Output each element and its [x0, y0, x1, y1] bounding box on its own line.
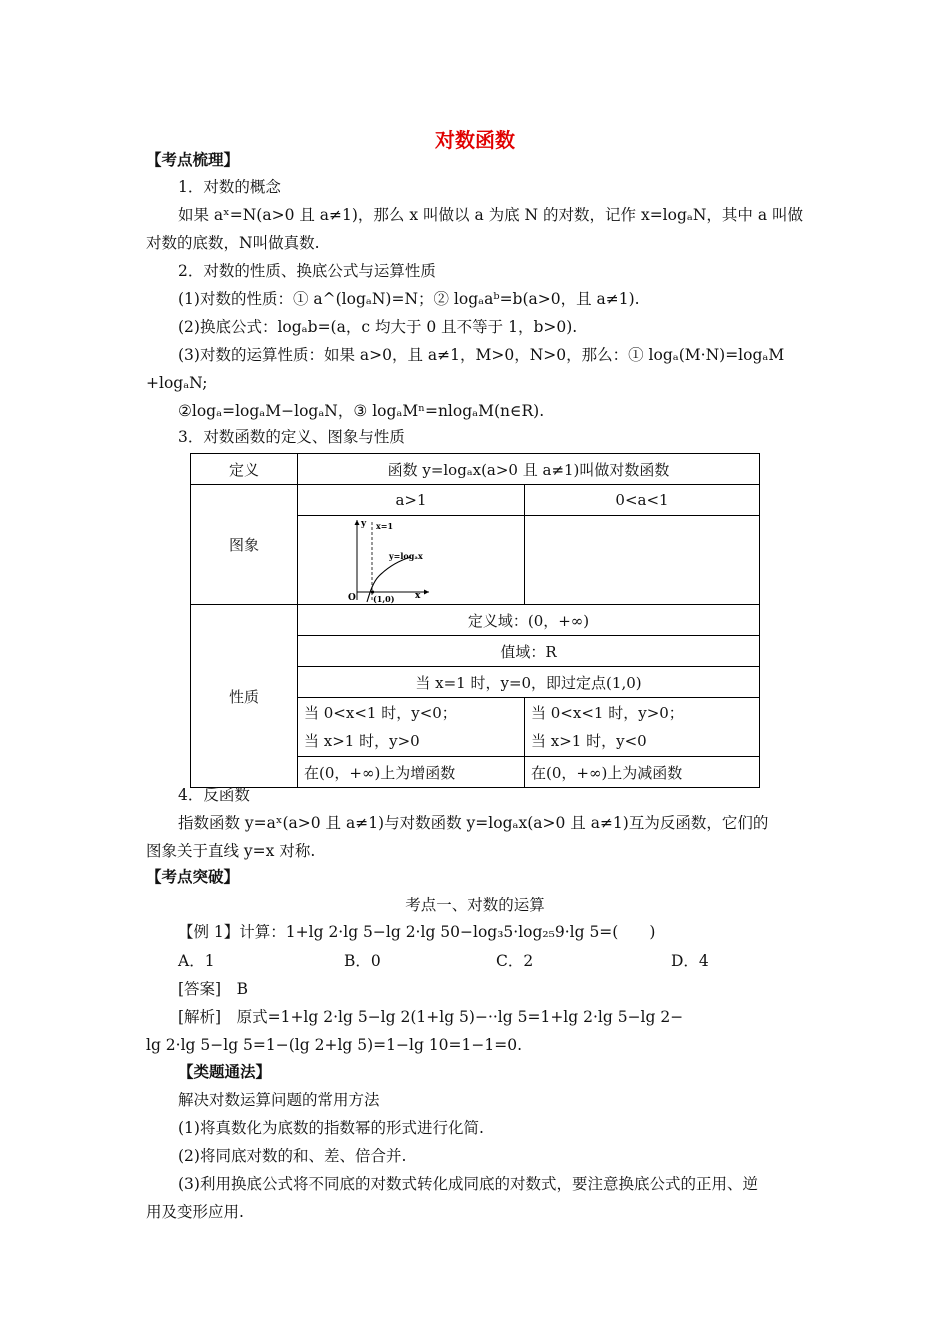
table-case-a-gt-1: a>1 — [298, 485, 525, 516]
method-item-3-cont: 用及变形应用. — [146, 1203, 244, 1221]
table-label-graph: 图象 — [191, 485, 298, 605]
graph-origin-label: O — [348, 593, 356, 603]
log-graph-increasing — [343, 516, 435, 604]
section-heading-review: 【考点梳理】 — [146, 150, 240, 169]
property-domain: 定义域：(0，+∞) — [298, 605, 760, 636]
sign-lt1-line2: 当 x>1 时，y<0 — [531, 732, 647, 750]
graph-cell-a-lt-1 — [525, 516, 760, 605]
sign-gt1-line2: 当 x>1 时，y>0 — [304, 732, 420, 750]
item4-text: 指数函数 y=aˣ(a>0 且 a≠1)与对数函数 y=logₐx(a>0 且 a≠1)互为反函数，它们的 — [178, 814, 769, 832]
property-range: 值域：R — [298, 636, 760, 667]
method-item-3: (3)利用换底公式将不同底的对数式转化成同底的对数式，要注意换底公式的正用、逆 — [178, 1175, 758, 1193]
table-case-a-lt-1: 0<a<1 — [525, 485, 760, 516]
item3-heading: 3．对数函数的定义、图象与性质 — [178, 428, 405, 446]
log-function-table — [190, 453, 760, 788]
item2-operations-cont: +logₐN; — [146, 374, 208, 392]
property-fixed-point: 当 x=1 时，y=0，即过定点(1,0) — [298, 667, 760, 698]
item2-heading: 2．对数的性质、换底公式与运算性质 — [178, 262, 436, 280]
property-monotonic-increasing: 在(0，+∞)上为增函数 — [298, 757, 525, 788]
option-b: B．0 — [344, 952, 381, 970]
table-label-definition: 定义 — [191, 454, 298, 485]
example1-analysis: [解析] 原式=1+lg 2·lg 5−lg 2(1+lg 5)−··lg 5=1+lg 2·lg 5−lg 2− — [178, 1008, 684, 1026]
item4-heading: 4．反函数 — [178, 786, 250, 804]
graph-point-label: (1,0) — [373, 594, 395, 604]
item2-operations-more: ②logₐ=logₐM−logₐN，③ logₐMⁿ=nlogₐM(n∈R). — [178, 402, 545, 420]
property-sign-a-lt-1 — [525, 698, 760, 757]
method-item-1: (1)将真数化为底数的指数幂的形式进行化简. — [178, 1119, 484, 1137]
item2-properties: (1)对数的性质：① a^(logₐN)=N；② logₐaᵇ=b(a>0，且 a≠1). — [178, 290, 640, 308]
property-sign-a-gt-1 — [298, 698, 525, 757]
graph-cell-a-gt-1 — [298, 516, 525, 605]
graph-curve-label: y=logₐx — [389, 551, 423, 561]
item2-change-base: (2)换底公式：logₐb=(a，c 均大于 0 且不等于 1，b>0). — [178, 318, 578, 336]
option-c: C．2 — [496, 952, 534, 970]
section-heading-breakthrough: 【考点突破】 — [146, 867, 240, 886]
item1-text: 如果 aˣ=N(a>0 且 a≠1)，那么 x 叫做以 a 为底 N 的对数，记作 x=logₐN，其中 a 叫做 — [178, 206, 804, 224]
item1-text-cont: 对数的底数，N叫做真数. — [146, 234, 320, 252]
method-intro: 解决对数运算问题的常用方法 — [178, 1091, 380, 1109]
item1-heading: 1．对数的概念 — [178, 178, 281, 196]
sign-lt1-line1: 当 0<x<1 时，y>0； — [531, 704, 684, 722]
page-title: 对数函数 — [435, 128, 515, 152]
example1-answer: [答案] B — [178, 980, 248, 998]
property-monotonic-decreasing: 在(0，+∞)上为减函数 — [525, 757, 760, 788]
point1-heading: 考点一、对数的运算 — [405, 896, 545, 914]
graph-x-label: x — [415, 591, 421, 601]
graph-y-label: y — [361, 519, 367, 529]
example1-question: 【例 1】计算：1+lg 2·lg 5−lg 2·lg 50−log₃5·log₂₅9·lg 5=( ) — [178, 923, 656, 941]
method-heading: 【类题通法】 — [178, 1062, 272, 1081]
table-label-properties: 性质 — [191, 605, 298, 788]
option-a: A．1 — [178, 952, 215, 970]
table-definition-text: 函数 y=logₐx(a>0 且 a≠1)叫做对数函数 — [298, 454, 760, 485]
graph-asymptote-label: x=1 — [376, 521, 394, 531]
sign-gt1-line1: 当 0<x<1 时，y<0； — [304, 704, 457, 722]
example1-analysis-cont: lg 2·lg 5−lg 5=1−(lg 2+lg 5)=1−lg 10=1−1=0. — [146, 1036, 523, 1054]
item4-text-cont: 图象关于直线 y=x 对称. — [146, 842, 316, 860]
item2-operations: (3)对数的运算性质：如果 a>0，且 a≠1，M>0，N>0，那么：① logₐ(M·N)=logₐM — [178, 346, 785, 364]
option-d: D．4 — [671, 952, 709, 970]
method-item-2: (2)将同底对数的和、差、倍合并. — [178, 1147, 407, 1165]
